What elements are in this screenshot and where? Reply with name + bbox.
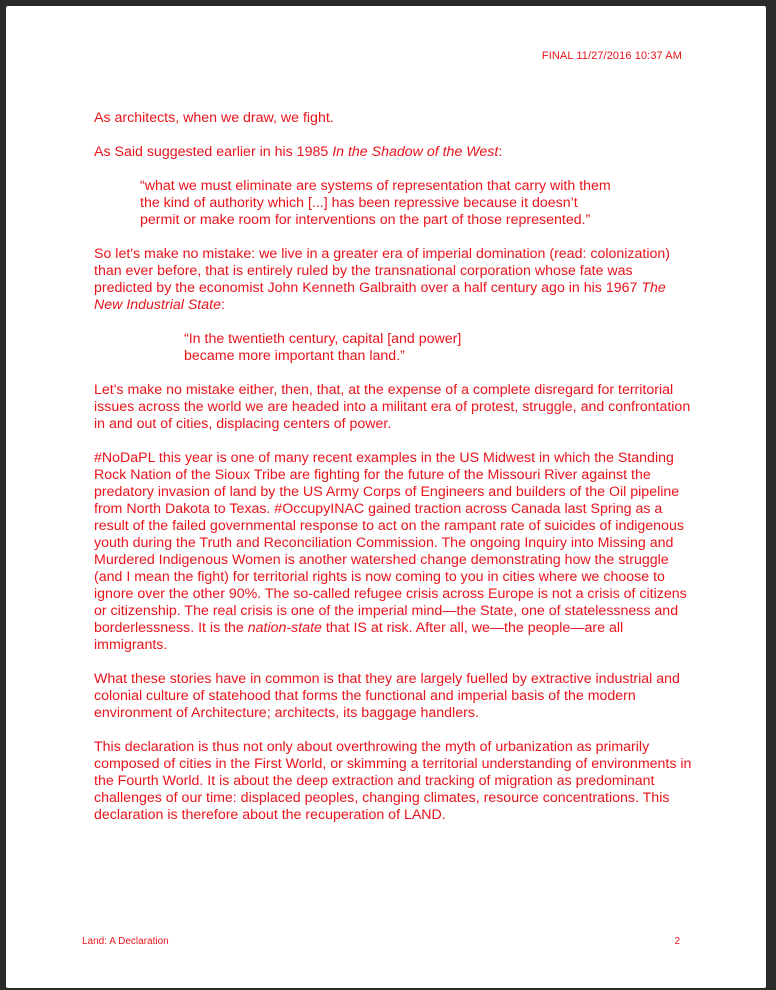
book-title-industrial-state: The New Industrial State xyxy=(94,280,666,313)
paragraph-4: Let's make no mistake either, then, that, at the expense of a complete disregard for territorial issues across the world we are headed into a militant era of protest, struggle, and confrontation in and out of cities, displacing centers of power. xyxy=(94,382,691,432)
quote-said: “what we must eliminate are systems of representation that carry with them the kind of authority which [...] has been repressive because it doesn’t permit or make room for interventions on the part of those represented.” xyxy=(140,178,611,228)
book-title-shadow-of-west: In the Shadow of the West xyxy=(332,144,499,160)
quote-galbraith-line-1: “In the twentieth century, capital [and power] xyxy=(184,331,462,347)
paragraph-2-text: As Said suggested earlier in his 1985 xyxy=(94,144,333,160)
footer-title: Land: A Declaration xyxy=(82,936,169,947)
document-body xyxy=(94,110,694,841)
paragraph-6: What these stories have in common is that they are largely fuelled by extractive industrial and colonial culture of statehood that forms the functional and imperial basis of the modern environment of Architecture; architects, its baggage handlers. xyxy=(94,671,680,721)
paragraph-7: This declaration is thus not only about overthrowing the myth of urbanization as primarily composed of cities in the First World, or skimming a territorial understanding of environments in the Fourth World. It is about the deep extraction and tracking of migration as predominant challenges of our time: displaced peoples, changing climates, resource concentrations. This declaration is therefore about the recuperation of LAND. xyxy=(94,739,692,823)
paragraph-3-text: So let's make no mistake: we live in a greater era of imperial domination (read: colonization) than ever before, that is entirely ruled by the transnational corporation whose fate was predicted by the economist John Kenneth Galbraith over a half century ago in his 1967 xyxy=(94,246,670,296)
paragraph-1: As architects, when we draw, we fight. xyxy=(94,110,334,126)
paragraph-5-text: #NoDaPL this year is one of many recent examples in the US Midwest in which the Standing Rock Nation of the Sioux Tribe are fighting for the future of the Missouri River against the predatory invasion of land by the US Army Corps of Engineers and builders of the Oil pipeline from North Dakota to Texas. #OccupyINAC gained traction across Canada last Spring as a result of the failed governmental response to act on the rampant rate of suicides of indigenous youth during the Truth and Reconciliation Commission. The ongoing Inquiry into Missing and Murdered Indigenous Women is another watershed change demonstrating how the struggle (and I mean the fight) for territorial rights is now coming to you in cities where we choose to ignore over the other 90%. The so-called refugee crisis across Europe is not a crisis of citizens or citizenship. The real crisis is one of the imperial mind—the State, one of statelessness and borderlessness. It is the xyxy=(94,450,687,636)
paragraph-2-colon: : xyxy=(498,144,503,160)
paragraph-5-end: that IS at risk. After all, we—the people—are all immigrants. xyxy=(94,620,624,653)
page-number: 2 xyxy=(674,936,680,947)
quote-galbraith xyxy=(184,331,694,365)
document-page xyxy=(6,6,766,988)
paragraph-5 xyxy=(94,450,694,654)
paragraph-3-colon: : xyxy=(220,297,225,313)
revision-stamp: FINAL 11/27/2016 10:37 AM xyxy=(541,50,682,62)
paragraph-3 xyxy=(94,246,694,314)
quote-galbraith-line-2: became more important than land.” xyxy=(184,348,405,364)
term-nation-state: nation-state xyxy=(247,620,322,636)
paragraph-2 xyxy=(94,144,694,161)
